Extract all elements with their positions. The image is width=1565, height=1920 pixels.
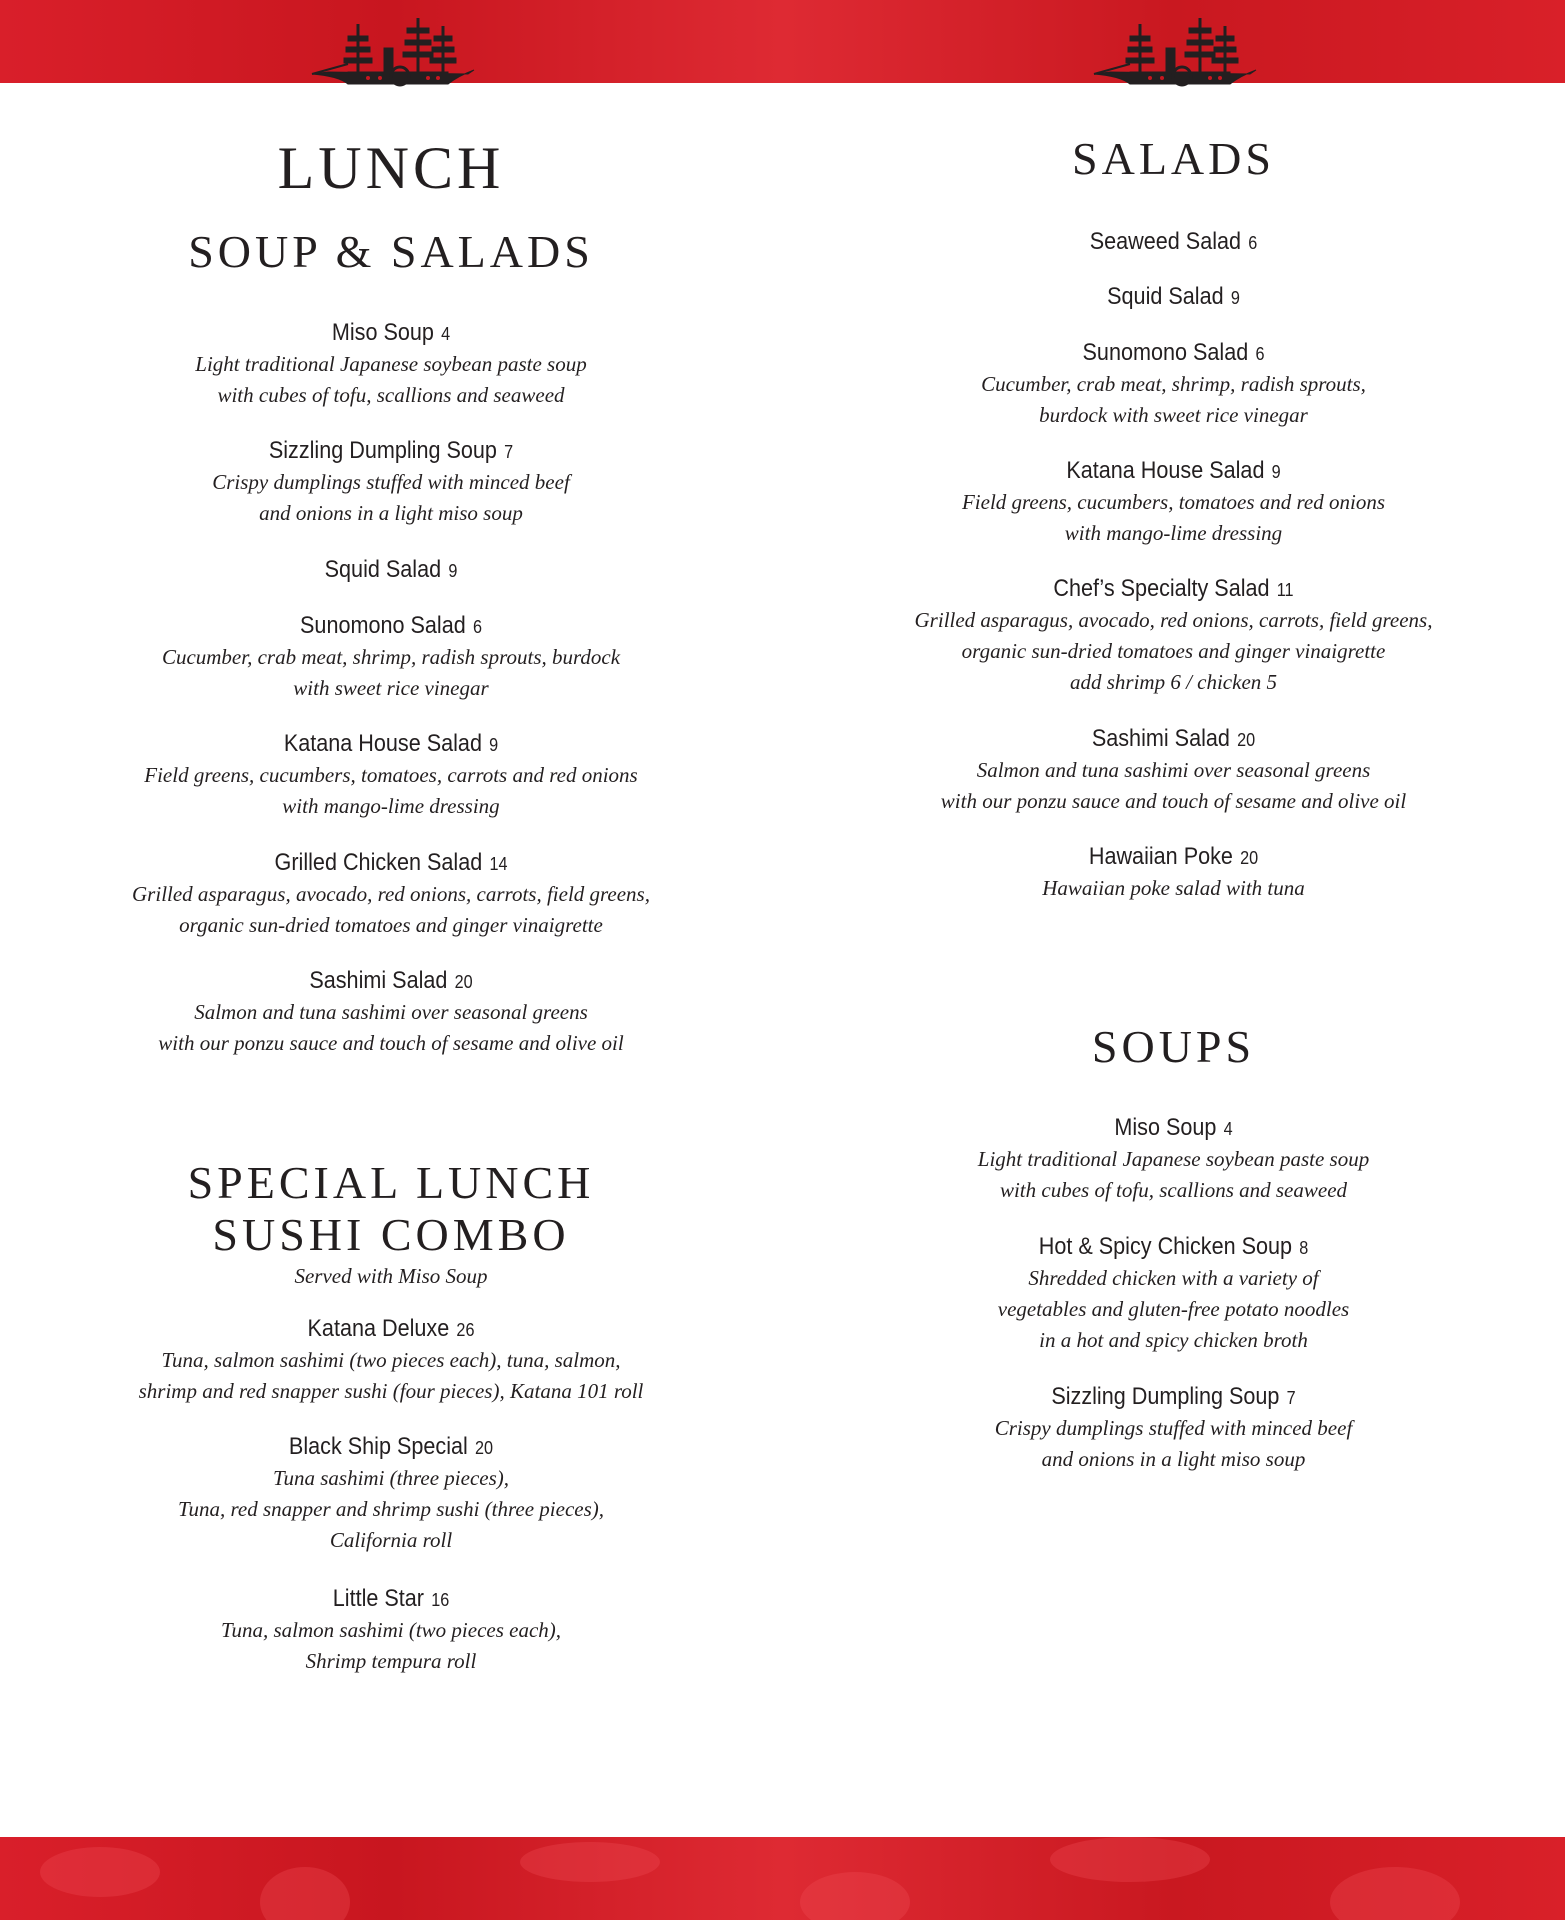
item-price: 20 — [1240, 848, 1259, 868]
item-name: Miso Soup — [1114, 1114, 1217, 1141]
item-description-line: with mango-lime dressing — [1064, 521, 1283, 545]
item-description-line: Cucumber, crab meat, shrimp, radish sprouts, burdock — [161, 645, 621, 669]
item-description-line: Grilled asparagus, avocado, red onions, carrots, field greens, — [914, 608, 1433, 632]
item-price: 20 — [475, 1438, 494, 1458]
item-name-row — [821, 574, 1526, 605]
item-name: Seaweed Salad — [1089, 228, 1242, 255]
item-description-line: Tuna sashimi (three pieces), — [272, 1466, 510, 1490]
menu-item-grilled-chicken-salad — [0, 848, 782, 941]
item-name: Sashimi Salad — [1091, 725, 1230, 752]
item-name-row — [821, 1232, 1526, 1263]
item-price: 14 — [489, 854, 508, 874]
menu-item-miso-soup — [0, 318, 782, 411]
menu-item-seaweed-salad — [782, 227, 1565, 258]
item-name-row — [39, 1584, 743, 1615]
menu-item-little-star — [0, 1584, 782, 1677]
menu-item-sizzling-dumpling-soup — [0, 436, 782, 529]
item-description-line: with our ponzu sauce and touch of sesame and olive oil — [158, 1031, 624, 1055]
item-name: Hawaiian Poke — [1088, 843, 1233, 870]
item-price: 6 — [472, 617, 482, 637]
item-name-row — [39, 848, 743, 879]
menu-item-hot-spicy-chicken-soup — [782, 1232, 1565, 1356]
item-description-line: add shrimp 6 / chicken 5 — [1069, 670, 1278, 694]
item-name: Sunomono Salad — [300, 612, 466, 639]
item-description-line: with sweet rice vinegar — [293, 676, 489, 700]
item-name-row — [821, 282, 1526, 313]
item-name: Katana House Salad — [1066, 457, 1265, 484]
item-description-line: in a hot and spicy chicken broth — [1039, 1328, 1308, 1352]
item-price: 20 — [454, 972, 473, 992]
item-price: 4 — [1223, 1119, 1233, 1139]
item-name: Miso Soup — [331, 319, 434, 346]
ship-icon — [308, 14, 478, 94]
item-description-line: shrimp and red snapper sushi (four pieces), Katana 101 roll — [138, 1379, 644, 1403]
item-name-row — [821, 842, 1526, 873]
item-price: 9 — [1230, 288, 1240, 308]
item-price: 6 — [1255, 344, 1265, 364]
item-description-line: Field greens, cucumbers, tomatoes and red onions — [961, 490, 1386, 514]
item-description-line: organic sun-dried tomatoes and ginger vinaigrette — [961, 639, 1386, 663]
item-name: Grilled Chicken Salad — [274, 849, 483, 876]
top-banner — [0, 0, 1565, 83]
menu-item-sashimi-salad — [0, 966, 782, 1059]
menu-item-miso-soup — [782, 1113, 1565, 1206]
item-name-row — [821, 1382, 1526, 1413]
item-description-line: Field greens, cucumbers, tomatoes, carrots and red onions — [144, 763, 638, 787]
menu-item-chef-s-specialty-salad — [782, 574, 1565, 698]
item-description-line: Salmon and tuna sashimi over seasonal greens — [194, 1000, 588, 1024]
special-subtitle: Served with Miso Soup — [294, 1264, 488, 1288]
item-name-row — [821, 227, 1526, 258]
item-description-line: Grilled asparagus, avocado, red onions, carrots, field greens, — [132, 882, 650, 906]
item-description-line: California roll — [329, 1528, 453, 1552]
item-description-line: Hawaiian poke salad with tuna — [1042, 876, 1305, 900]
menu-item-katana-house-salad — [0, 729, 782, 822]
item-name-row — [39, 611, 743, 642]
item-description-line: with mango-lime dressing — [282, 794, 500, 818]
item-description-line: Cucumber, crab meat, shrimp, radish sprouts, — [981, 372, 1366, 396]
item-name-row — [39, 729, 743, 760]
menu-item-squid-salad — [782, 282, 1565, 313]
item-price: 9 — [489, 735, 499, 755]
item-description-line: and onions in a light miso soup — [259, 501, 523, 525]
item-price: 9 — [1271, 462, 1281, 482]
item-price: 11 — [1276, 580, 1294, 600]
menu-item-sizzling-dumpling-soup — [782, 1382, 1565, 1475]
item-description-line: Tuna, salmon sashimi (two pieces each), tuna, salmon, — [161, 1348, 621, 1372]
menu-item-sunomono-salad — [782, 338, 1565, 431]
item-description-line: Crispy dumplings stuffed with minced beef — [212, 470, 570, 494]
item-name: Black Ship Special — [288, 1433, 468, 1460]
item-description-line: Salmon and tuna sashimi over seasonal greens — [976, 758, 1371, 782]
item-name-row — [821, 338, 1526, 369]
item-name: Little Star — [332, 1585, 425, 1612]
item-name: Hot & Spicy Chicken Soup — [1038, 1233, 1293, 1260]
menu-item-katana-deluxe — [0, 1314, 782, 1407]
item-price: 8 — [1299, 1238, 1309, 1258]
bottom-banner — [0, 1837, 1565, 1920]
menu-item-katana-house-salad — [782, 456, 1565, 549]
item-name: Sashimi Salad — [309, 967, 448, 994]
item-name: Sunomono Salad — [1082, 339, 1249, 366]
item-price: 7 — [1286, 1388, 1296, 1408]
item-name-row — [39, 966, 743, 997]
menu-item-hawaiian-poke — [782, 842, 1565, 904]
item-price: 9 — [448, 561, 458, 581]
item-name-row — [39, 318, 743, 349]
item-name-row — [821, 1113, 1526, 1144]
item-description-line: Crispy dumplings stuffed with minced beef — [994, 1416, 1353, 1440]
item-price: 7 — [504, 442, 514, 462]
item-description-line: organic sun-dried tomatoes and ginger vinaigrette — [179, 913, 603, 937]
item-price: 16 — [431, 1590, 450, 1610]
item-price: 20 — [1237, 730, 1256, 750]
menu-item-sashimi-salad — [782, 724, 1565, 817]
item-name: Squid Salad — [324, 556, 442, 583]
item-name: Sizzling Dumpling Soup — [268, 437, 497, 464]
menu-item-squid-salad — [0, 555, 782, 586]
item-name: Sizzling Dumpling Soup — [1051, 1383, 1280, 1410]
item-description-line: and onions in a light miso soup — [1041, 1447, 1306, 1471]
item-name-row — [39, 555, 743, 586]
item-price: 4 — [441, 324, 451, 344]
item-price: 6 — [1248, 233, 1258, 253]
item-description-line: Tuna, red snapper and shrimp sushi (three pieces), — [178, 1497, 604, 1521]
menu-item-sunomono-salad — [0, 611, 782, 704]
item-description-line: with cubes of tofu, scallions and seaweed — [217, 383, 565, 407]
item-description-line: Shredded chicken with a variety of — [1028, 1266, 1319, 1290]
lunch-title: LUNCH — [277, 135, 505, 201]
item-name: Squid Salad — [1107, 283, 1224, 310]
item-description-line: with our ponzu sauce and touch of sesame and olive oil — [940, 789, 1407, 813]
item-name-row — [821, 724, 1526, 755]
item-description-line: Shrimp tempura roll — [305, 1649, 477, 1673]
item-description-line: vegetables and gluten-free potato noodles — [997, 1297, 1350, 1321]
item-name: Katana Deluxe — [307, 1315, 450, 1342]
item-name-row — [39, 436, 743, 467]
item-description-line: Light traditional Japanese soybean paste soup — [977, 1147, 1370, 1171]
item-price: 26 — [456, 1320, 475, 1340]
special-title-line2: SUSHI COMBO — [212, 1209, 570, 1260]
item-name-row — [821, 456, 1526, 487]
soups-title: SOUPS — [1091, 1021, 1256, 1072]
special-title-line1: SPECIAL LUNCH — [187, 1157, 595, 1208]
item-description-line: Light traditional Japanese soybean paste soup — [195, 352, 587, 376]
item-description-line: Tuna, salmon sashimi (two pieces each), — [220, 1618, 562, 1642]
item-name: Katana House Salad — [283, 730, 482, 757]
item-name-row — [39, 1432, 743, 1463]
item-description-line: burdock with sweet rice vinegar — [1039, 403, 1308, 427]
soup-salads-title: SOUP & SALADS — [188, 226, 594, 277]
menu-item-black-ship-special — [0, 1432, 782, 1556]
salads-title: SALADS — [1072, 133, 1275, 184]
ship-icon — [1090, 14, 1260, 94]
item-name-row — [39, 1314, 743, 1345]
item-description-line: with cubes of tofu, scallions and seaweed — [999, 1178, 1348, 1202]
item-name: Chef’s Specialty Salad — [1053, 575, 1270, 602]
